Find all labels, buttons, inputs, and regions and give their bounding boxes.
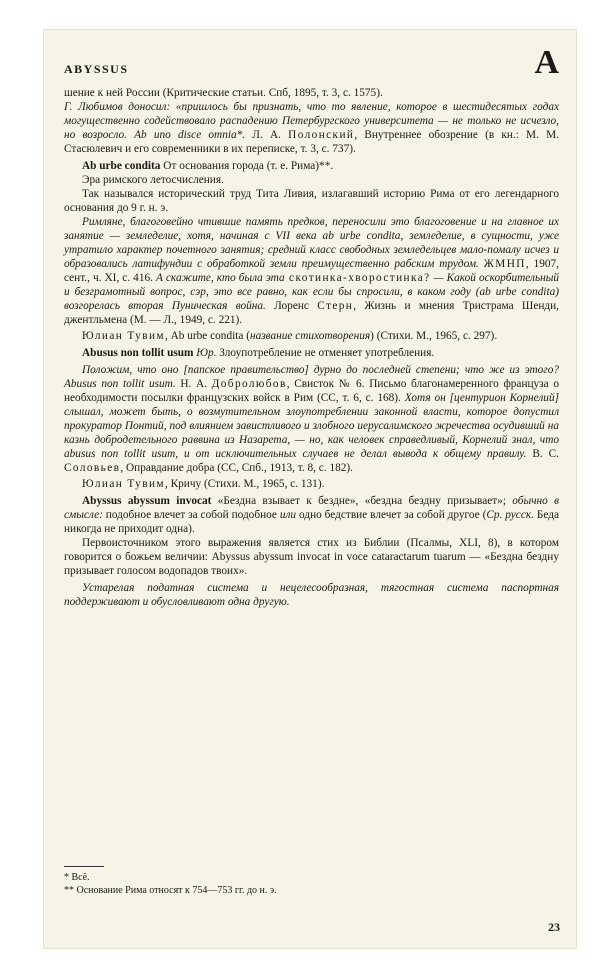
text-run: Л. А. [245, 129, 289, 141]
footnote-1: * Всё. [64, 872, 90, 883]
text-run: Римляне, благоговейно чтившие память предков, переносили это благоговение и на главное их занятие — земледелие, хотя, начиная с VII века ab urbe condita, земледелие, в сущности, уже утратило характер почетного занятия; средний класс свободных земледельцев мало-помалу исчез и образовались латифундии с обработкой земли преимущественно рабским трудом. [64, 216, 559, 270]
page-number: 23 [548, 920, 560, 934]
page-header [64, 44, 559, 88]
text-run: шение к ней России (Критические статьи. Спб, 1895, т. 3, с. 1575). [64, 87, 383, 99]
text-run: Эра римского летосчисления. [82, 174, 224, 186]
text-run: Первоисточником этого выражения является стих из Библии (Псалмы, XLI, 8), в котором говорится о божьем величии: Abyssus abyssum invocat in voce cataractarum tuarum — «Бездна бездну призывает голосом водопадов твоих». [64, 537, 559, 577]
text-run: Так назывался исторический труд Тита Ливия, излагавший историю Рима от его легендарного основания до 9 г. н. э. [64, 188, 559, 214]
text-run: Юр. [196, 347, 217, 359]
text-run: А скажите, кто была эта [155, 272, 285, 284]
text-run: одно бедствие влечет за собой другое ( [296, 509, 487, 521]
paragraph [64, 100, 559, 156]
text-run: , Свисток № 6. Письмо благонамеренного француза о необходимости посылки французских войск в Рим (СС, т. 6, с. 168). [64, 378, 559, 404]
dictionary-text [64, 86, 559, 609]
footnote-rule [64, 866, 104, 867]
text-run: Ab urbe condita [82, 160, 161, 172]
text-run: Соловьев [64, 462, 121, 474]
text-run: Стерн [317, 300, 354, 312]
text-run: Юлиан Тувим [82, 478, 165, 490]
paragraph [64, 159, 559, 173]
text-run: Н. А. [175, 378, 212, 390]
text-run: подобное влечет за собой подобное [102, 509, 280, 521]
text-run: — Какой оскорбительный и безграмотный вопрос, сэр, это все равно, как если бы спросили, в каком году (ab urbe condita) возгорелась вторая Пуническая война. [64, 272, 559, 312]
text-run: , Кричу (Стихи. М., 1965, с. 131). [164, 478, 325, 490]
paragraph [64, 173, 559, 187]
paragraph [64, 536, 559, 578]
section-letter: A [534, 44, 559, 81]
text-run: Лоренс [265, 300, 318, 312]
book-page [44, 30, 576, 948]
text-run: Хотя он [центурион Корнелий] слышал, может быть, о возмутительном злоупотреблении законной власти, которое допустил прокуратор Понтий, под влиянием завистливого и злобного иерусалимского жречества осудивший на казнь добродетельного раввина из Назарета, — но, как человек справедливый, Корнелий знал, что abusus non tollit usum, и от исключительных случаев не делал вывода к общему правилу. [64, 392, 560, 460]
text-run: Устарелая податная система и нецелесообразная, тягостная система паспортная поддерживают и обусловливают одна другую. [64, 582, 559, 608]
text-run: Ср. русск. [486, 509, 534, 521]
text-run: Юлиан Тувим [82, 330, 165, 342]
text-run: Abyssus abyssum invocat [82, 495, 212, 507]
paragraph [64, 187, 559, 215]
paragraph [64, 581, 559, 609]
text-run: В. С. [526, 448, 559, 460]
paragraph [64, 477, 559, 491]
text-run: , Оправдание добра (СС, Спб., 1913, т. 8, с. 182). [120, 462, 353, 474]
text-run: Abusus non tollit usum [82, 347, 194, 359]
running-head: ABYSSUS [64, 62, 129, 76]
text-run: название стихотворения [249, 330, 371, 342]
text-run: От основания города (т. е. Рима)**. [160, 160, 334, 172]
text-run: , Ab urbe condita ( [164, 330, 250, 342]
text-run: , Внутреннее обозрение (в кн.: М. М. Стасюлевич и его современники в их переписке, т. 3, с. 737). [64, 129, 559, 155]
footnote-2: ** Основание Рима относят к 754—753 гг. до н. э. [64, 885, 277, 896]
text-run: , Жизнь и мнения Тристрама Шенди, джентльмена (М. — Л., 1949, с. 221). [64, 300, 559, 326]
text-run: ) (Стихи. М., 1965, с. 297). [370, 330, 498, 342]
text-run: ЖМНП [483, 258, 526, 270]
text-run: Злоупотребление не отменяет употребления. [216, 347, 435, 359]
paragraph [64, 346, 559, 360]
paragraph [64, 494, 559, 536]
paragraph [64, 86, 559, 100]
paragraph [64, 363, 559, 475]
text-run: Г. Любимов доносил: «пришлось бы признать, что то явление, которое в шестидесятых годах могущественно содействовало распадению Петербургского университета — не только не исчезло, но возросло. Ab uno disce omnia*. [64, 101, 559, 141]
text-run: Полонский [288, 129, 355, 141]
footnotes [64, 866, 559, 897]
text-run: или [279, 509, 297, 521]
text-run: Добролюбов [211, 378, 287, 390]
text-run: Беда никогда не приходит одна). [64, 509, 559, 535]
text-run: Положим, что оно [папское правительство] дурно до последней степени; что же из этого? Abusus non tollit usum. [64, 364, 559, 390]
text-run: скотинка-хворостинка? [284, 272, 431, 284]
text-run: , 1907, сент., ч. XI, с. 416. [64, 258, 559, 284]
paragraph [64, 329, 559, 343]
text-run: «Бездна взывает к бездне», «бездна бездну призывает»; [211, 495, 513, 507]
paragraph [64, 215, 559, 327]
text-run: обычно в смысле: [64, 495, 559, 521]
